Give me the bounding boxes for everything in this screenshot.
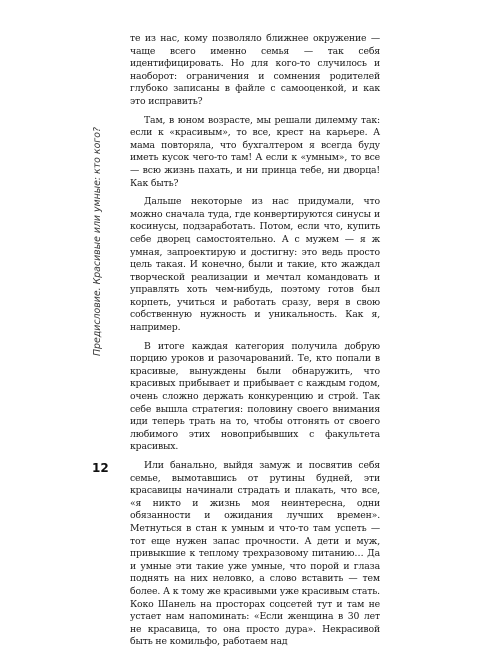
body-text (130, 33, 380, 649)
running-head-text: Предисловие. Красивые или умные: кто кого? (92, 127, 103, 356)
paragraph: Там, в юном возрасте, мы решали дилемму так: если к «красивым», то все, крест на карьере. А мама повторяла, что бухгалтером я всегда буду иметь кусок чего-то там! А если к «умным», то все — всю жизнь пахать, и ни принца тебе, ни дворца! Как быть? (130, 114, 380, 189)
paragraph: В итоге каждая категория получила добрую порцию уроков и разочарований. Те, кто попали в красивые, вынуждены были обнаружить, что красивых прибывает и прибывает с каждым годом, очень сложно держать конкуренцию и строй. Так себе вышла стратегия: половину своего внимания иди теперь трать на то, чтобы отгонять от своего любимого этих новоприбывших с факультета красивых. (130, 340, 380, 453)
paragraph: Дальше некоторые из нас придумали, что можно сначала туда, где конвертируются синусы и косинусы, подзаработать. Потом, если что, купить себе дворец самостоятельно. А с мужем — я ж умная, запроектирую и достигну: это ведь просто цель такая. И конечно, были и такие, кто жаждал творческой реализации и мечтал командовать и управлять хоть чем-нибудь, поэтому готов был корпеть, учиться и работать сразу, веря в свою собственную нужность и уникальность. Как я, например. (130, 196, 380, 334)
paragraph: те из нас, кому позволяло ближнее окружение — чаще всего именно семья — так себя идентифицировать. Но для кого-то случилось и наоборот: ограничения и сомнения родителей глубоко записаны в файле с самооценкой, и как это исправить? (130, 33, 380, 107)
running-head (91, 26, 107, 356)
page-number: 12 (92, 461, 109, 475)
paragraph: Или банально, выйдя замуж и посвятив себя семье, вымотавшись от рутины будней, эти красавицы начинали страдать и плакать, что все, «я никто и жизнь моя неинтересна, одни обязанности и ожидания лучших времен». Метнуться в стан к умным и что-то там успеть — тот еще нужен запас прочности. А дети и муж, привыкшие к теплому трехразовому питанию… Да и умные эти такие уже умные, что порой и глаза поднять на них неловко, а слово вставить — тем более. А к тому же красивыми уже красивым стать. Коко Шанель на просторах соцсетей тут и там не устает нам напоминать: «Если женщина в 30 лет не красавица, то она просто дура». Некрасивой быть не комильфо, работаем над (130, 460, 380, 648)
